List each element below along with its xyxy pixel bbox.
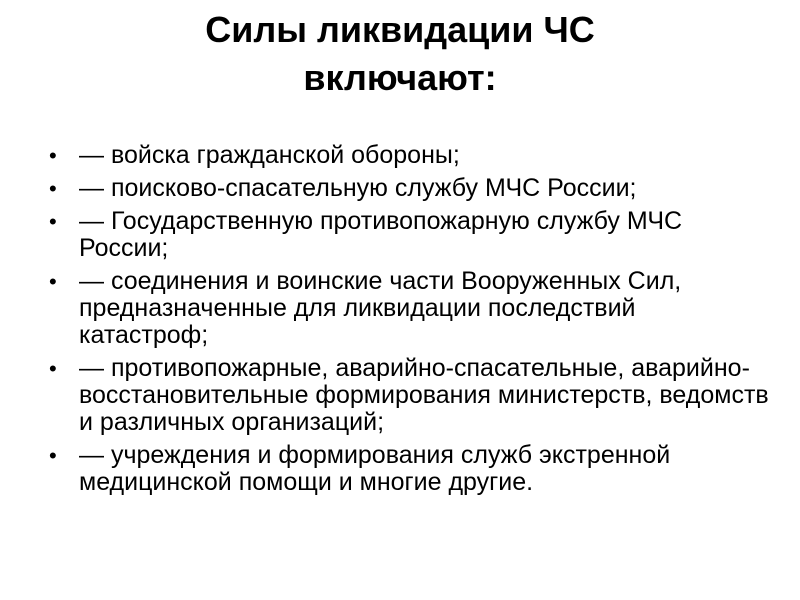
list-item [49,355,769,436]
slide-title-line-1: Силы ликвидации ЧС [205,9,595,50]
slide-title-line-2: включают: [303,57,497,98]
bullet-list [49,142,769,502]
bullet-dot-icon: • [49,143,57,168]
list-item [49,175,769,202]
slide-title [0,6,800,102]
bullet-dot-icon: • [49,269,57,294]
list-item-text: — поисково-спасательную службу МЧС России; [79,174,637,202]
bullet-dot-icon: • [49,209,57,234]
list-item [49,142,769,169]
bullet-dot-icon: • [49,176,57,201]
bullet-dot-icon: • [49,443,57,468]
list-item-text: — войска гражданской обороны; [79,141,460,169]
list-item [49,442,769,496]
bullet-dot-icon: • [49,356,57,381]
list-item [49,268,769,349]
list-item-text: — учреждения и формирования служб экстренной медицинской помощи и многие другие. [79,441,671,496]
list-item-text: — соединения и воинские части Вооруженных Сил, предназначенные для ликвидации последствий катастроф; [79,267,682,349]
list-item-text: — Государственную противопожарную службу МЧС России; [79,207,683,262]
list-item-text: — противопожарные, аварийно-спасательные, аварийно-восстановительные формирования министерств, ведомств и различных организаций; [79,354,769,436]
list-item [49,208,769,262]
